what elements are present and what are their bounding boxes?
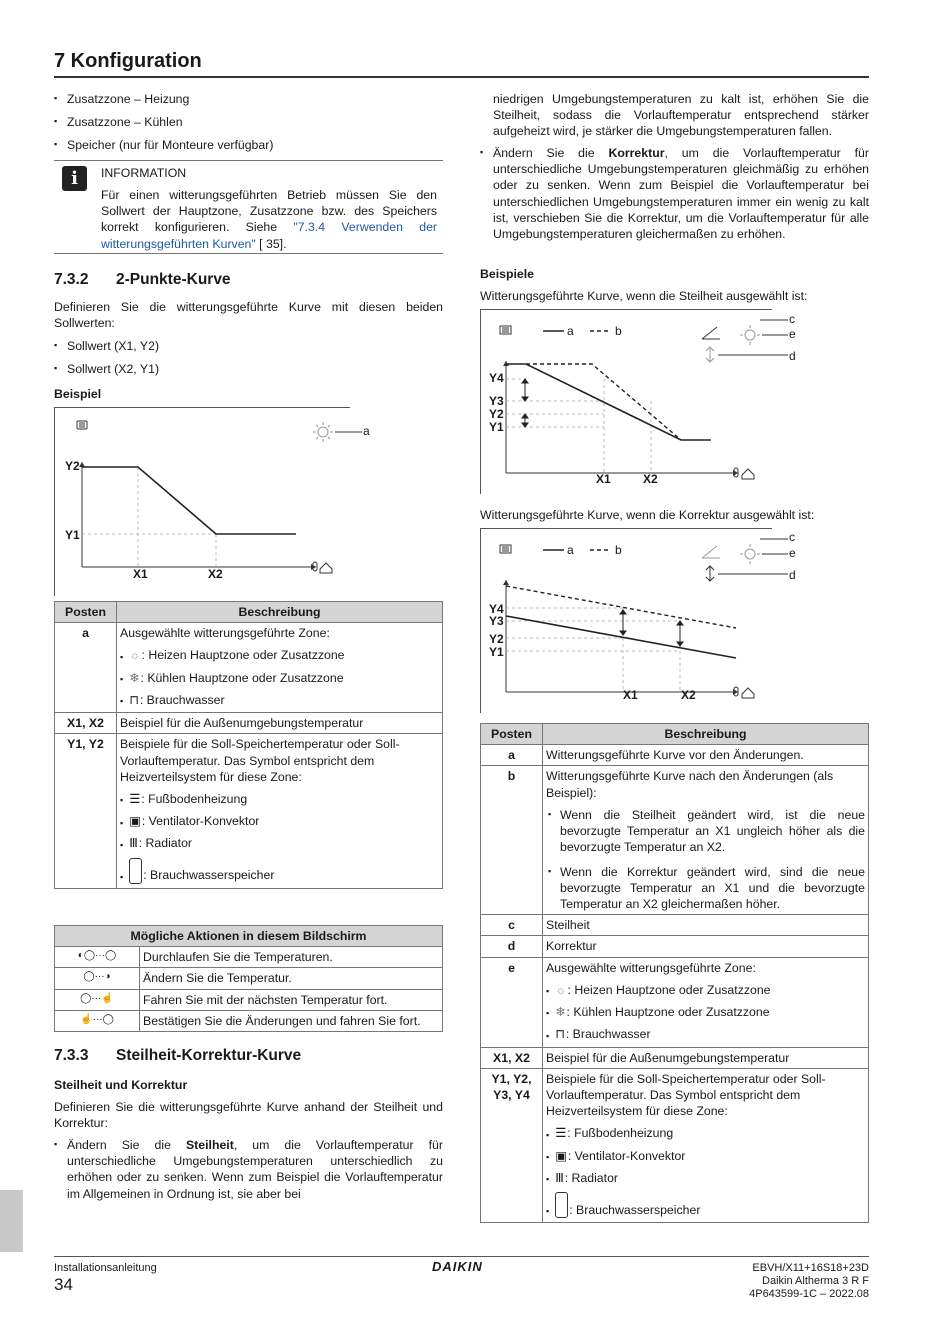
section-heading-733: 7.3.3 Steilheit-Korrektur-Kurve: [54, 1047, 302, 1064]
section-intro: Definieren Sie die witterungsgeführte Kurve anhand der Steilheit und Korrektur:: [54, 1100, 443, 1131]
chart2-label-x2: X2: [681, 688, 696, 702]
footer-model: EBVH/X11+16S18+23D: [752, 1262, 869, 1274]
chart1-label-c: c: [789, 312, 795, 326]
press-right-icon: ◯···☝: [55, 989, 140, 1010]
radiator-icon: Ⅲ: [129, 836, 138, 851]
title-rule: [54, 76, 869, 78]
chart2-label-y3: Y3: [489, 614, 504, 628]
footer-product: Daikin Altherma 3 R F: [762, 1275, 869, 1287]
chart1-label-y3: Y3: [489, 394, 504, 408]
list-item: ▪ Speicher (nur für Monteure verfügbar): [67, 137, 273, 153]
footer-docno: 4P643599-1C – 2022.08: [749, 1288, 869, 1300]
sun-icon: ☼: [129, 648, 141, 663]
floor-heating-icon: ☰: [555, 1126, 567, 1141]
tank-icon: [129, 858, 142, 884]
floor-heating-icon: ☰: [129, 791, 141, 806]
chart2-label-y4: Y4: [489, 602, 504, 616]
list-item: ▪ Ändern Sie die Korrektur, um die Vorlauftemperatur für unterschiedliche Umgebungstemperaturen gleichmäßig zu erhöhen oder zu senken. Wenn zum Beispiel die Vorlauftemperatur bei unterschiedlichen Umgebungstemperaturen immer ein wenig zu kalt ist, verschieben Sie die Korrektur, um die Vorlauftemperatur für alle Umgebungstemperaturen gleichermaßen zu erhöhen.: [493, 145, 869, 242]
list-item: ▪ Zusatzzone – Heizung: [67, 91, 189, 107]
tap-icon: ⊓: [129, 692, 139, 707]
side-tab: [0, 1190, 23, 1252]
caption-2: Witterungsgeführte Kurve, wenn die Korrektur ausgewählt ist:: [480, 508, 815, 522]
page-number: 34: [54, 1275, 73, 1294]
chart2-label-d: d: [789, 568, 796, 582]
chart1-label-x1: X1: [596, 472, 611, 486]
chart-label-y1: Y1: [65, 528, 80, 542]
slope-chart-svg: [480, 309, 810, 499]
chart1-label-b: b: [615, 324, 622, 338]
section-intro: Definieren Sie die witterungsgeführte Kurve mit diesen beiden Sollwerten:: [54, 300, 443, 331]
info-box: [54, 160, 443, 254]
legend-table-2: Posten Beschreibung a Witterungsgeführte Kurve vor den Änderungen. b Witterungsgeführte Kurve nach den Änderungen (als Beispiel): ▪ Wenn die Steilheit geändert wird, ist die neue bevorzugte Temperatur an X1 ungleich höher als die bevorzugte Temperatur an X2. ▪ Wenn die Korrektur geändert wird, sind die neue bevorzugte Temperatur an X1 und die bevorzugte Temperatur an X2 gleichermaßen höher. c Steilheit d Korrektur e Ausgewählte witterungsgeführte Zone: ▪ ☼ : Heizen Hauptzone oder Zusatzzone ▪ ❄ : Kühlen Hauptzone oder Zusatzzone ▪ ⊓ : Brauchwasser X1, X2 Beispiel für die Außenumgebungstemperatur Y1, Y2, Y3, Y4 Beispiele für die Soll-Speichertemperatur oder Soll-Vorlauftemperatur. Das Symbol entspricht dem Heizverteilsystem für diese Zone: ▪ ☰ : Fußbodenheizung ▪ ▣ : Ventilator-Konvektor ▪ Ⅲ : Radiator ▪ : Brauchwasserspeicher: [480, 723, 869, 1223]
info-text: Für einen witterungsgeführten Betrieb müssen Sie den Sollwert der Hauptzone, Zusatzzone bzw. des Speichers korrekt konfigurieren. Siehe "7.3.4 Verwenden der witterungsgeführten Kurven" [ 35].: [101, 188, 437, 251]
example-heading: Beispiel: [54, 387, 102, 401]
chart2-label-y1: Y1: [489, 645, 504, 659]
chart1-label-d: d: [789, 349, 796, 363]
list-item: ▪ Ändern Sie die Steilheit, um die Vorlauftemperatur für unterschiedliche Umgebungstemperaturen unterschiedlich zu erhöhen oder zu senken. Wenn zum Beispiel die Vorlauftemperatur im Allgemeinen in Ordnung ist, sie aber bei: [67, 1137, 443, 1202]
tap-icon: ⊓: [555, 1027, 565, 1042]
examples-heading: Beispiele: [480, 267, 534, 281]
sun-icon: ☼: [555, 982, 567, 997]
chart2-label-a: a: [567, 543, 574, 557]
subheading: Steilheit und Korrektur: [54, 1078, 188, 1092]
press-left-icon: ☝···◯: [55, 1010, 140, 1031]
caption-1: Witterungsgeführte Kurve, wenn die Steilheit ausgewählt ist:: [480, 289, 808, 303]
snowflake-icon: ❄: [129, 670, 140, 685]
info-title: INFORMATION: [101, 166, 187, 180]
legend-table-1: Posten Beschreibung a Ausgewählte witterungsgeführte Zone: ▪ ☼ : Heizen Hauptzone oder Zusatzzone ▪ ❄ : Kühlen Hauptzone oder Zusatzzone ▪ ⊓ : Brauchwasser X1, X2 Beispiel für die Außenumgebungstemperatur Y1, Y2 Beispiele für die Soll-Speichertemperatur oder Soll-Vorlauftemperatur. Das Symbol entspricht dem Heizverteilsystem für diese Zone: ▪ ☰ : Fußbodenheizung ▪ ▣ : Ventilator-Konvektor ▪ Ⅲ : Radiator ▪ : Brauchwasserspeicher: [54, 601, 443, 889]
footer-rule: [54, 1256, 869, 1257]
chart1-label-y4: Y4: [489, 371, 504, 385]
paragraph: niedrigen Umgebungstemperaturen zu kalt ist, erhöhen Sie die Steilheit, sodass die Vorlauftemperatur entsprechend stärker aufgeheizt wird, je stärker die Umgebungstemperaturen fallen.: [493, 92, 869, 139]
chart-label-a: a: [363, 424, 370, 438]
chart2-label-y2: Y2: [489, 632, 504, 646]
chart2-label-e: e: [789, 546, 796, 560]
page-title: 7 Konfiguration: [54, 50, 202, 72]
chart-label-x1: X1: [133, 567, 148, 581]
chart-label-x2: X2: [208, 567, 223, 581]
info-icon: i: [62, 166, 87, 191]
section-heading-732: 7.3.2 2-Punkte-Kurve: [54, 271, 231, 288]
actions-table: Mögliche Aktionen in diesem Bildschirm ◐◯···◯ Durchlaufen Sie die Temperaturen. ◯···◑ Ändern Sie die Temperatur. ◯···☝ Fahren Sie mit der nächsten Temperatur fort. ☝···◯ Bestätigen Sie die Änderungen und fahren Sie fort.: [54, 925, 443, 1032]
fan-convector-icon: ▣: [129, 814, 141, 829]
change-dial-icon: ◯···◑: [55, 968, 140, 989]
chart1-label-y1: Y1: [489, 420, 504, 434]
chart1-label-e: e: [789, 327, 796, 341]
chart2-label-b: b: [615, 543, 622, 557]
offset-chart-svg: [480, 528, 810, 718]
footer-doc-type: Installationsanleitung: [54, 1262, 157, 1274]
snowflake-icon: ❄: [555, 1005, 566, 1020]
brand-logo: DAIKIN: [432, 1259, 483, 1274]
info-link[interactable]: "7.3.4 Verwenden der witterungsgeführten Kurven": [101, 220, 437, 251]
list-item: ▪ Sollwert (X2, Y1): [67, 361, 159, 377]
chart2-label-x1: X1: [623, 688, 638, 702]
scroll-dial-icon: ◐◯···◯: [55, 947, 140, 968]
chart2-label-c: c: [789, 530, 795, 544]
fan-convector-icon: ▣: [555, 1148, 567, 1163]
list-item: ▪ Zusatzzone – Kühlen: [67, 114, 183, 130]
radiator-icon: Ⅲ: [555, 1170, 564, 1185]
sun-icon: [313, 422, 333, 442]
tank-icon: [555, 1192, 568, 1218]
chart1-label-x2: X2: [643, 472, 658, 486]
chart1-label-y2: Y2: [489, 407, 504, 421]
list-item: ▪ Sollwert (X1, Y2): [67, 338, 159, 354]
chart-label-y2: Y2: [65, 459, 80, 473]
chart1-label-a: a: [567, 324, 574, 338]
